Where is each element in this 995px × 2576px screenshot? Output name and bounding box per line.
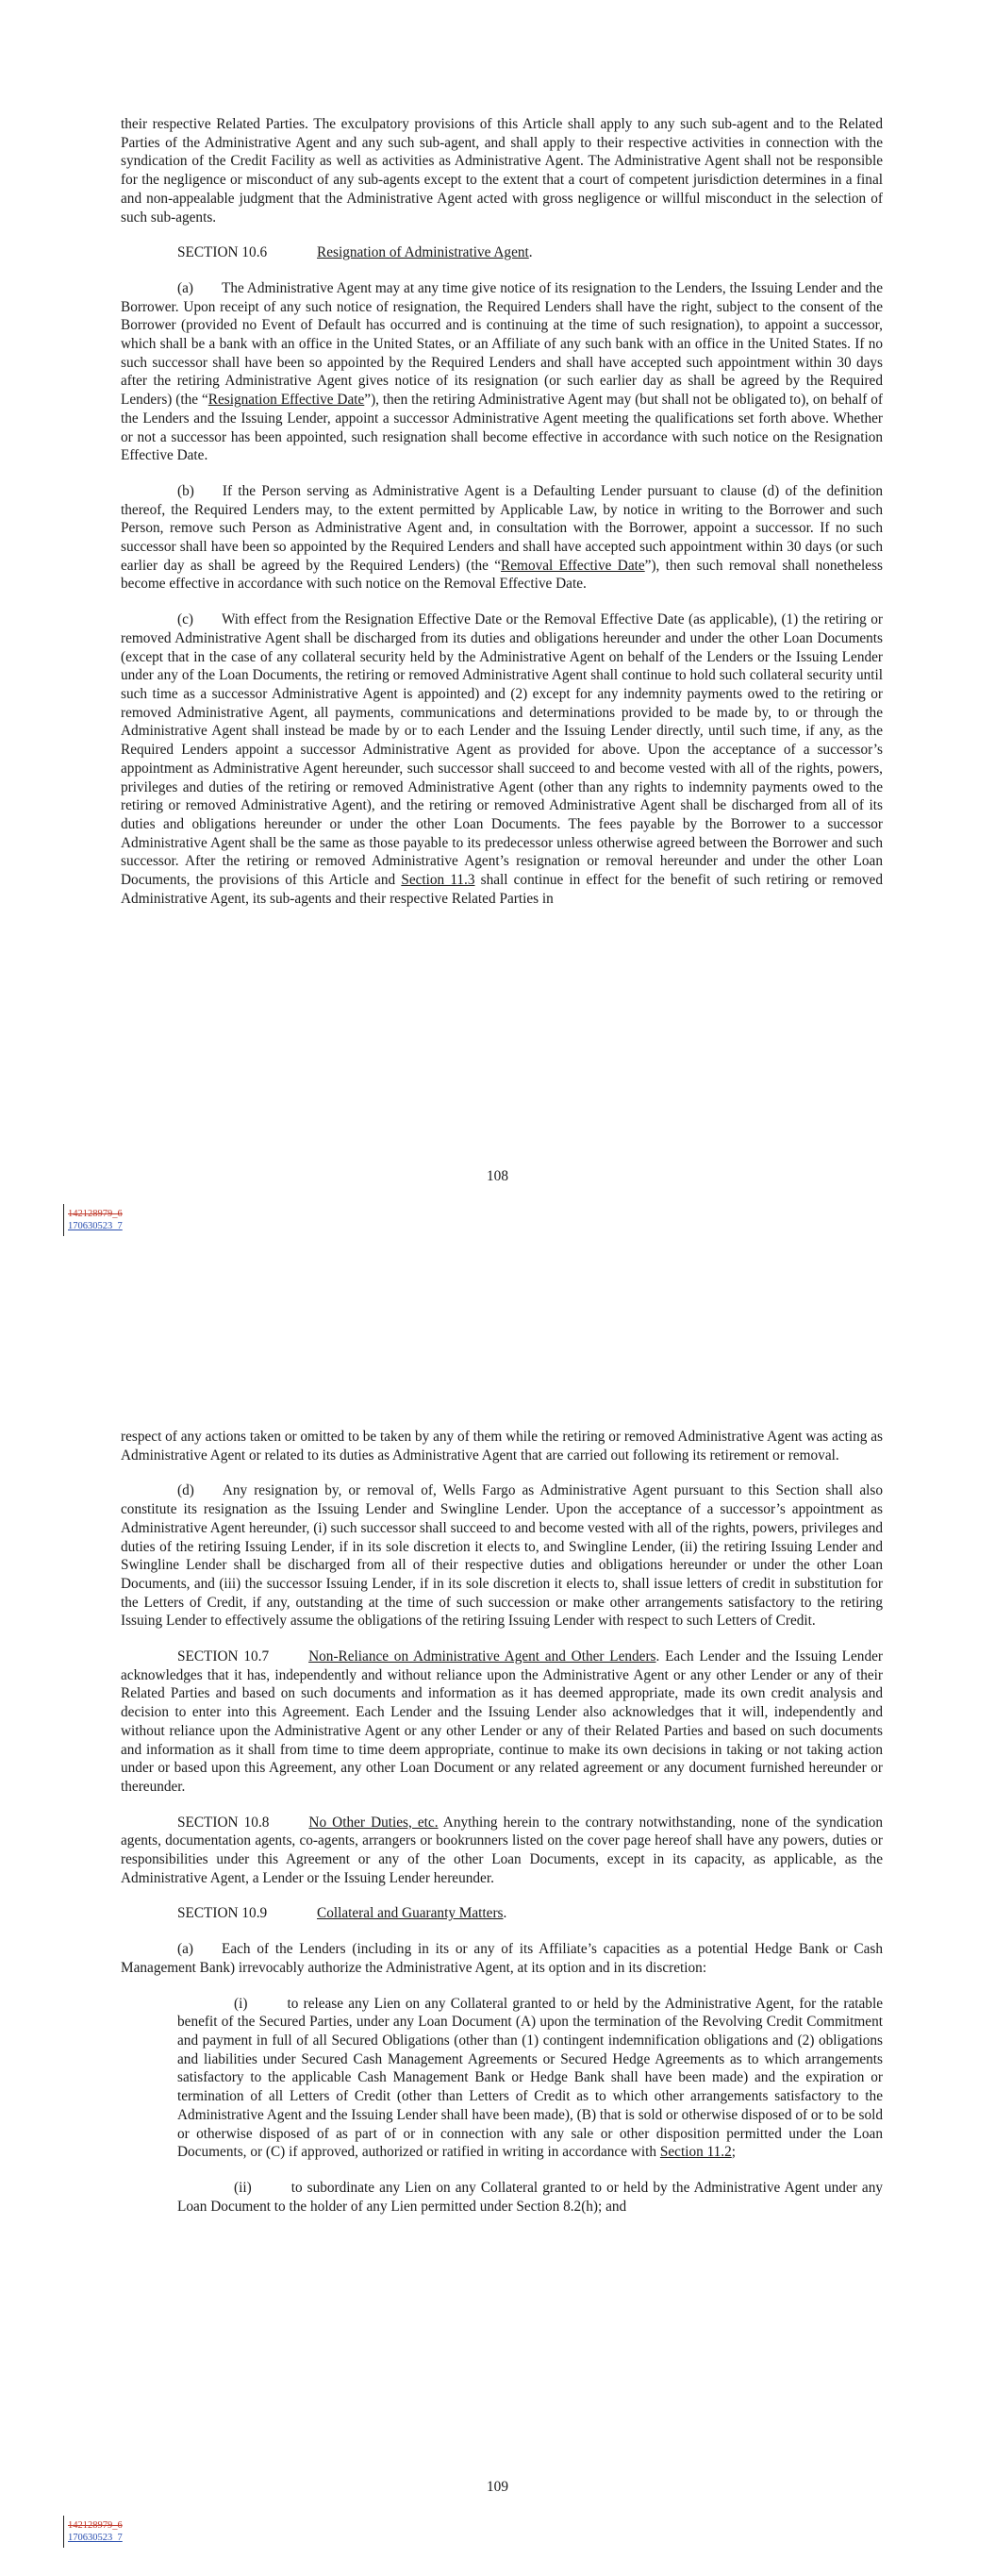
section-10-6-heading: SECTION 10.6 Resignation of Administrative Agent. xyxy=(177,244,533,261)
paragraph-intro: their respective Related Parties. The exculpatory provisions of this Article shall apply to any such sub-agent and to the Related Parties of the Administrative Agent and any such sub-agent, and shall apply to their respective activities in connection with the syndication of the Credit Facility as well as activities as Administrative Agent. The Administrative Agent shall not be responsible for the negligence or misconduct of any sub-agents except to the extent that a court of competent jurisdiction determines in a final and non-appealable judgment that the Administrative Agent acted with gross negligence or willful misconduct in the selection of such sub-agents. xyxy=(121,116,883,226)
clause-label: (ii) xyxy=(234,2179,252,2196)
old-document-id: 142128979_6 xyxy=(68,1209,123,1219)
section-label: SECTION 10.6 xyxy=(177,244,268,261)
section-10-7-paragraph: SECTION 10.7 Non-Reliance on Administrative Agent and Other Lenders. Each Lender and the Issuing Lender acknowledges that it has, independently and without reliance upon the Administrative Agent or any other Lender or any of their Related Parties and based on such documents and information as it has deemed appropriate, made its own credit analysis and decision to enter into this Agreement. Each Lender and the Issuing Lender also acknowledges that it will, independently and without reliance upon the Administrative Agent or any other Lender or any of their Related Parties and based on such documents and information as it shall from time to time deem appropriate, continue to make its own decisions in taking or not taking action under or based upon this Agreement, any other Loan Document or any related agreement or any document furnished hereunder or thereunder. xyxy=(121,1648,883,1795)
clause-a-paragraph: (a) Each of the Lenders (including in its or any of its Affiliate’s capacities as a potential Hedge Bank or Cash Management Bank) irrevocably authorize the Administrative Agent, at its option and in its discretion: xyxy=(121,1941,883,1976)
section-10-8-paragraph: SECTION 10.8 No Other Duties, etc. Anything herein to the contrary notwithstanding, none of the syndication agents, documentation agents, co-agents, arrangers or bookrunners listed on the cover page hereof shall have any powers, duties or responsibilities under this Agreement or any of the other Loan Documents, except in its capacity, as applicable, as the Administrative Agent, a Lender or the Issuing Lender hereunder. xyxy=(121,1814,883,1886)
new-document-id: 170630523_7 xyxy=(68,2533,123,2543)
defined-term: Removal Effective Date xyxy=(501,557,645,574)
clause-a-paragraph: (a) The Administrative Agent may at any time give notice of its resignation to the Lenders, the Issuing Lender and the Borrower. Upon receipt of any such notice of resignation, the Required Lenders shall have the right, subject to the consent of the Borrower (provided no Event of Default has occurred and is continuing at the time of such resignation), to appoint a successor, which shall be a bank with an office in the United States, or an Affiliate of any such bank with an office in the United States. If no such successor shall have been so appointed by the Required Lenders and shall have accepted such appointment within 30 days after the retiring Administrative Agent gives notice of its resignation (or such earlier day as shall be agreed by the Required Lenders) (the “Resignation Effective Date”), then the retiring Administrative Agent may (but shall not be obligated to), on behalf of the Lenders and the Issuing Lender, appoint a successor Administrative Agent meeting the qualifications set forth above. Whether or not a successor has been appointed, such resignation shall become effective in accordance with such notice on the Resignation Effective Date. xyxy=(121,279,883,464)
section-label: SECTION 10.8 xyxy=(177,1814,270,1831)
clause-c-paragraph: (c) With effect from the Resignation Effective Date or the Removal Effective Date (as applicable), (1) the retiring or removed Administrative Agent shall be discharged from its duties and obligations hereunder and under the other Loan Documents (except that in the case of any collateral security held by the Administrative Agent on behalf of the Lenders or the Issuing Lender under any of the Loan Documents, the retiring or removed Administrative Agent shall continue to hold such collateral security until such time as a successor Administrative Agent is appointed) and (2) except for any indemnity payments owed to the retiring or removed Administrative Agent, all payments, communications and determinations provided to be made by, to or through the Administrative Agent shall instead be made by or to each Lender and the Issuing Lender directly, until such time, if any, as the Required Lenders appoint a successor Administrative Agent as provided for above. Upon the acceptance of a successor’s appointment as Administrative Agent hereunder, such successor shall succeed to and become vested with all of the rights, powers, privileges and duties of the retiring or removed Administrative Agent (other than any rights to indemnity payments owed to the retiring or removed Administrative Agent), and the retiring or removed Administrative Agent shall be discharged from all of its duties and obligations hereunder or under the other Loan Documents. The fees payable by the Borrower to a successor Administrative Agent shall be the same as those payable to its predecessor unless otherwise agreed between the Borrower and such successor. After the retiring or removed Administrative Agent’s resignation or removal hereunder and under the other Loan Documents, the provisions of this Article and Section 11.3 shall continue in effect for the benefit of such retiring or removed Administrative Agent, its sub-agents and their respective Related Parties in xyxy=(121,611,883,907)
change-bar xyxy=(63,1204,64,1236)
old-document-id: 142128979_6 xyxy=(68,2520,123,2531)
document-page-109 xyxy=(0,1288,995,2576)
defined-term: Resignation Effective Date xyxy=(207,392,365,409)
page-body xyxy=(121,1428,883,2233)
document-id-footer xyxy=(68,1208,123,1232)
clause-label: (b) xyxy=(177,482,194,499)
section-label: SECTION 10.7 xyxy=(177,1648,270,1665)
clause-label: (c) xyxy=(177,611,193,628)
section-10-9-heading: SECTION 10.9 Collateral and Guaranty Matters. xyxy=(177,1905,507,1922)
clause-b-paragraph: (b) If the Person serving as Administrative Agent is a Defaulting Lender pursuant to clause (d) of the definition thereof, the Required Lenders may, to the extent permitted by Applicable Law, by notice in writing to the Borrower and such Person, remove such Person as Administrative Agent and, in consultation with the Borrower, appoint a successor. If no such successor shall have been so appointed by the Required Lenders and shall have accepted such appointment within 30 days (or such earlier day as shall be agreed by the Required Lenders) (the “Removal Effective Date”), then such removal shall nonetheless become effective in accordance with such notice on the Removal Effective Date. xyxy=(121,482,883,593)
section-label: SECTION 10.9 xyxy=(177,1905,268,1922)
change-bar xyxy=(63,2516,64,2548)
clause-d-paragraph: (d) Any resignation by, or removal of, Wells Fargo as Administrative Agent pursuant to this Section shall also constitute its resignation as the Issuing Lender and Swingline Lender. Upon the acceptance of a successor’s appointment as Administrative Agent hereunder, (i) such successor shall succeed to and become vested with all of the rights, powers, privileges and duties of the retiring Issuing Lender, if in its sole discretion it elects to, and Swingline Lender, (ii) the retiring Issuing Lender and Swingline Lender shall be discharged from all of their respective duties and obligations hereunder or under the other Loan Documents, and (iii) the successor Issuing Lender, if in its sole discretion it elects to, shall issue letters of credit in substitution for the Letters of Credit, if any, outstanding at the time of such succession or make other arrangements satisfactory to the retiring Issuing Lender to effectively assume the obligations of the retiring Issuing Lender with respect to such Letters of Credit. xyxy=(121,1482,883,1630)
clause-label: (d) xyxy=(177,1482,194,1499)
new-document-id: 170630523_7 xyxy=(68,1221,123,1231)
clause-label: (a) xyxy=(177,279,193,296)
clause-label: (a) xyxy=(177,1941,193,1958)
section-title: No Other Duties, etc. xyxy=(308,1814,439,1831)
clause-label: (i) xyxy=(234,1995,248,2012)
page-body xyxy=(121,115,883,925)
page-number: 108 xyxy=(487,1168,508,1184)
clause-i-paragraph: (i) to release any Lien on any Collateral granted to or held by the Administrative Agent, for the ratable benefit of the Secured Parties, under any Loan Document (A) upon the termination of the Revolving Credit Commitment and payment in full of all Secured Obligations (other than (1) contingent indemnification obligations and (2) obligations and liabilities under Secured Cash Management Agreements or Secured Hedge Agreements as to which arrangements satisfactory to the applicable Cash Management Bank or Hedge Bank shall have been made) and the expiration or termination of all Letters of Credit (other than Letters of Credit as to which other arrangements satisfactory to the Administrative Agent and the Issuing Lender shall have been made), (B) that is sold or otherwise disposed of or to be sold or otherwise disposed of as part of or in connection with any sale or other disposition permitted under the Loan Documents, or (C) if approved, authorized or ratified in writing in accordance with Section 11.2; xyxy=(177,1995,883,2161)
page-number: 109 xyxy=(487,2479,508,2495)
paragraph-continued: respect of any actions taken or omitted to be taken by any of them while the retiring or removed Administrative Agent was acting as Administrative Agent or related to its duties as Administrative Agent that are carried out following its retirement or removal. xyxy=(121,1429,883,1464)
document-id-footer xyxy=(68,2519,123,2544)
section-title: Non-Reliance on Administrative Agent and Other Lenders xyxy=(308,1648,656,1665)
clause-ii-paragraph: (ii) to subordinate any Lien on any Collateral granted to or held by the Administrative Agent under any Loan Document to the holder of any Lien permitted under Section 8.2(h); and xyxy=(177,2179,883,2215)
section-reference: Section 11.2 xyxy=(659,2144,732,2161)
section-title: Collateral and Guaranty Matters xyxy=(317,1905,504,1922)
section-title: Resignation of Administrative Agent xyxy=(317,244,529,261)
section-reference: Section 11.3 xyxy=(401,872,475,889)
